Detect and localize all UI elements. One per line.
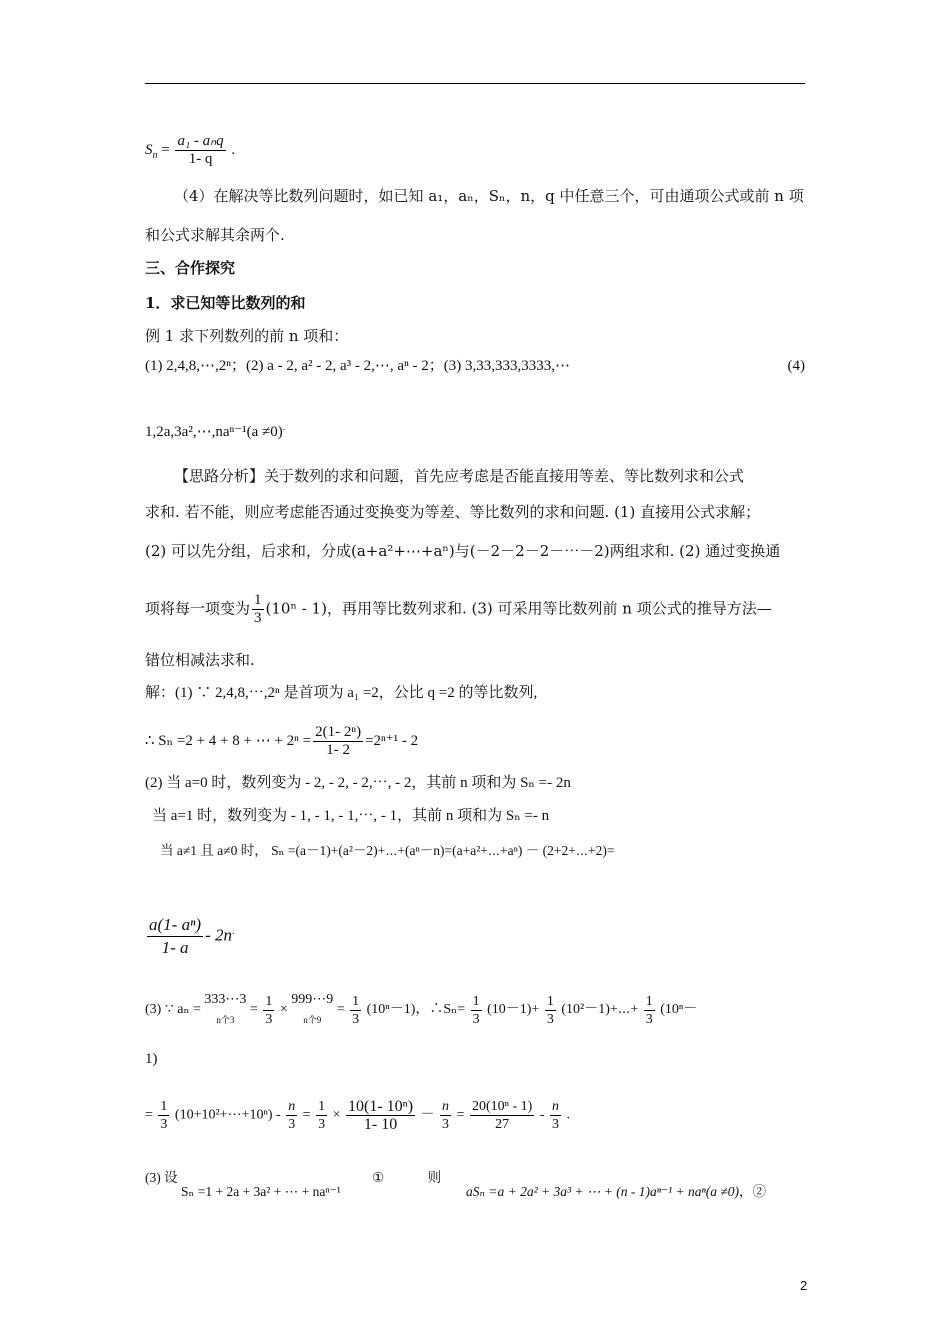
solution-2a: (2) 当 a=0 时，数列变为 - 2, - 2, - 2,⋯, - 2，其前 n 项和为 Sₙ =- 2n xyxy=(145,775,571,791)
sol-1b-den: 1- 2 xyxy=(326,742,350,758)
sol-3c-f7-num: n xyxy=(552,1099,560,1114)
solution-1: 解：(1) ∵ 2,4,8,⋯,2ⁿ 是首项为 a₁ =2，公比 q =2 的等比数列, xyxy=(145,685,538,701)
subsection-heading: 1．求已知等比数列的和 xyxy=(145,294,306,312)
sol-3c-f7 xyxy=(550,1098,561,1133)
formula-fraction xyxy=(175,133,225,168)
sol-2d-end: . xyxy=(232,925,235,937)
solution-2c: 当 a≠1 且 a≠0 时， Sₙ =(a－1)+(a²－2)+⋯+(aⁿ－n)=(a+a²+⋯+aⁿ) － (2+2+⋯+2)= xyxy=(160,843,615,858)
item-4-cont: 和公式求解其余两个. xyxy=(145,226,285,244)
sol-3c-f4-num: 10(1- 10ⁿ) xyxy=(348,1098,414,1115)
sol-3c-f2 xyxy=(286,1098,297,1133)
sol-3c-f2-num: n xyxy=(288,1099,296,1114)
solution-4 xyxy=(145,1168,441,1202)
analysis-line-3: (2) 可以先分组，后求和，分成(a+a²+⋯+aⁿ)与(－2－2－2－⋯－2)两组求和. (2) 通过变换通 xyxy=(145,542,781,560)
sol-3c-f6-num: 20(10ⁿ - 1) xyxy=(471,1099,533,1114)
sol-1b-num: 2(1- 2ⁿ) xyxy=(315,724,362,740)
sol-3c-f1-den: 3 xyxy=(160,1117,168,1132)
sol-3c-f5 xyxy=(440,1098,451,1133)
analysis-4-pre: 项将每一项变为 xyxy=(145,599,251,618)
analysis-4-num: 1 xyxy=(254,592,262,608)
analysis-line-5: 错位相减法求和. xyxy=(145,651,255,669)
item-4: （4）在解决等比数列问题时，如已知 a₁，aₙ，Sₙ，n，q 中任意三个，可由通项公式或前 n 项 xyxy=(174,187,804,205)
sol-3a-f2-num: 1 xyxy=(352,993,360,1009)
sol-3c-end: . xyxy=(566,1107,571,1123)
sol-3a-mid2: 999⋯9 xyxy=(291,992,334,1007)
analysis-4-fraction xyxy=(252,592,264,627)
example-4 xyxy=(145,418,285,442)
sol-3a-f4-den: 3 xyxy=(546,1011,554,1027)
sol-3a-f1 xyxy=(263,993,274,1028)
sol-3c-minus: - xyxy=(276,1107,281,1123)
sol-3c-f3-num: 1 xyxy=(318,1099,326,1114)
sol-3a-underbrace-2 xyxy=(291,990,333,1030)
sol-4-eq1: Sₙ =1 + 2a + 3a² + ⋯ + naⁿ⁻¹ xyxy=(181,1184,341,1199)
section-heading: 三、合作探究 xyxy=(145,259,236,277)
sol-4-mark2: ，② xyxy=(739,1184,767,1199)
sol-3c-minus2: － xyxy=(420,1107,435,1123)
sol-1b-pre: ∴ Sₙ =2 + 4 + 8 + ⋯ + 2ⁿ = xyxy=(145,732,312,749)
sol-3a-f3 xyxy=(471,993,482,1028)
sol-3c-eq3: = xyxy=(456,1107,465,1123)
sol-3a-f1-den: 3 xyxy=(265,1011,273,1027)
sol-2d-post: - 2n xyxy=(205,925,233,945)
sol-3c-f7-den: 3 xyxy=(552,1117,560,1132)
sol-3a-f5-den: 3 xyxy=(645,1011,653,1027)
sol-3c-t1: (10+10²+⋯+10ⁿ) xyxy=(174,1107,273,1123)
sol-4-eq2: aSₙ =a + 2a² + 3a³ + ⋯ + (n - 1)aⁿ⁻¹ + naⁿ(a ≠0) xyxy=(466,1184,740,1199)
solution-2d xyxy=(145,914,235,959)
sol-3c-f1-num: 1 xyxy=(160,1099,168,1114)
sol-3a-times: × xyxy=(279,1002,288,1018)
sol-3a-f4 xyxy=(545,993,556,1028)
example-sequences: (1) 2,4,8,⋯,2ⁿ；(2) a - 2, a² - 2, a³ - 2,⋯, aⁿ - 2；(3) 3,33,333,3333,⋯ xyxy=(145,358,571,374)
sol-3c-eq2: = xyxy=(302,1107,311,1123)
sol-2d-num: a(1- aⁿ) xyxy=(147,914,203,937)
sol-3a-tail: (10ⁿ－1)，∴Sₙ= xyxy=(366,1002,466,1018)
sol-4-mark1: ① xyxy=(372,1170,385,1185)
sol-3c-f3 xyxy=(316,1098,327,1133)
sol-1b-fraction xyxy=(313,724,363,759)
page-number: 2 xyxy=(800,1278,808,1293)
sol-3c-times: × xyxy=(332,1107,341,1123)
sol-2d-den: 1- a xyxy=(161,938,189,957)
sol-3a-eq-2: = xyxy=(336,1002,345,1018)
sol-3c-f4-den: 1- 10 xyxy=(363,1116,398,1133)
sol-3a-sub1: n个3 xyxy=(216,1015,235,1025)
formula-den: 1- q xyxy=(188,151,213,167)
sol-3c-f6 xyxy=(470,1098,534,1133)
sol-3a-mid1: 333⋯3 xyxy=(204,992,247,1007)
sol-3a-underbrace-1 xyxy=(204,990,246,1030)
sol-3a-f3-num: 1 xyxy=(472,993,480,1009)
sol-3a-pre: (3) ∵ aₙ = xyxy=(145,1002,201,1018)
sol-3a-eq: = xyxy=(249,1002,258,1018)
sol-3a-f2 xyxy=(350,993,361,1028)
solution-2b: 当 a=1 时，数列变为 - 1, - 1, - 1,⋯, - 1，其前 n 项和为 Sₙ =- n xyxy=(152,808,550,824)
example-4-end: . xyxy=(282,422,286,433)
solution-3c xyxy=(145,1098,570,1133)
solution-4b xyxy=(466,1182,766,1202)
analysis-line-4 xyxy=(145,592,772,627)
sol-4-then: 则 xyxy=(427,1170,442,1185)
formula-lhs: S xyxy=(145,141,153,158)
sum-formula xyxy=(145,133,235,168)
sol-3a-t3: (10ⁿ－ xyxy=(660,1002,698,1018)
example-title: 例 1 求下列数列的前 n 项和： xyxy=(145,327,349,345)
sol-3a-f5 xyxy=(644,993,655,1028)
sol-3a-f2-den: 3 xyxy=(352,1011,360,1027)
sol-3a-f1-num: 1 xyxy=(265,993,273,1009)
sol-3c-f4 xyxy=(346,1098,415,1133)
sol-3c-f1 xyxy=(158,1098,169,1133)
sol-3a-t2: (10²－1)+⋯+ xyxy=(561,1002,639,1018)
analysis-line-2: 求和. 若不能，则应考虑能否通过变换变为等差、等比数列的求和问题. (1) 直接用公式求解； xyxy=(145,503,761,521)
example-4-seq: 1,2a,3a²,⋯,naⁿ⁻¹(a ≠0) xyxy=(145,424,283,440)
sol-3a-t1: (10－1)+ xyxy=(487,1002,540,1018)
formula-end: . xyxy=(231,141,236,158)
sol-2d-fraction xyxy=(147,914,203,959)
formula-eq: = xyxy=(161,141,170,158)
analysis-4-post: (10ⁿ - 1)，再用等比数列求和. (3) 可采用等比数列前 n 项公式的推导方法— xyxy=(265,599,772,618)
sol-3a-sub2: n个9 xyxy=(303,1015,322,1025)
sol-3a-f4-num: 1 xyxy=(546,993,554,1009)
analysis-4-den: 3 xyxy=(254,610,262,626)
sol-1b-post: =2ⁿ⁺¹ - 2 xyxy=(365,732,419,749)
sol-3c-f5-den: 3 xyxy=(442,1117,450,1132)
example-4-label: (4) xyxy=(787,358,805,374)
sol-3c-f3-den: 3 xyxy=(318,1117,326,1132)
sol-3c-eq: = xyxy=(145,1107,153,1123)
sol-4-pre: (3) 设 xyxy=(145,1170,178,1185)
solution-3a xyxy=(145,990,697,1030)
sol-3c-f6-den: 27 xyxy=(495,1117,510,1132)
sol-3a-f5-num: 1 xyxy=(645,993,653,1009)
header-rule xyxy=(145,83,805,84)
sol-3c-f5-num: n xyxy=(442,1099,450,1114)
sol-3a-f3-den: 3 xyxy=(472,1011,480,1027)
solution-1b xyxy=(145,724,418,759)
analysis-line-1: 【思路分析】关于数列的求和问题，首先应考虑是否能直接用等差、等比数列求和公式 xyxy=(174,467,745,485)
sol-3c-minus3: - xyxy=(539,1107,545,1123)
formula-num: a₁ - aₙq xyxy=(177,133,224,149)
solution-3b: 1) xyxy=(145,1051,158,1067)
formula-lhs-sub: n xyxy=(152,149,158,161)
sol-3c-f2-den: 3 xyxy=(288,1117,296,1132)
